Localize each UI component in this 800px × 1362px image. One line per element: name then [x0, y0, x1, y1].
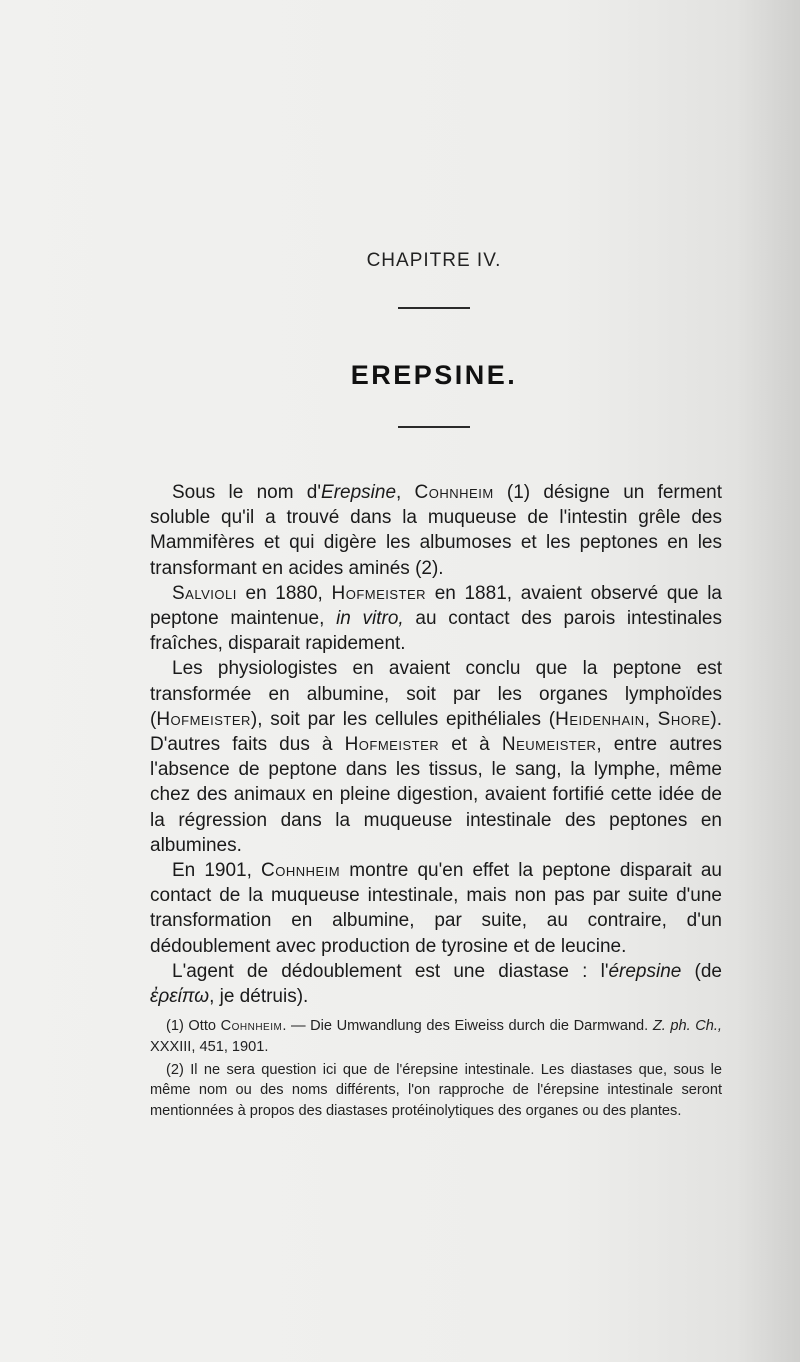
bottom-divider [398, 426, 470, 428]
latin-phrase: in vitro, [336, 608, 404, 630]
author-name: Shore [657, 708, 711, 730]
greek-word: ἐρείπω [150, 986, 210, 1008]
top-divider [398, 307, 470, 309]
body-text [150, 480, 722, 1009]
paragraph-5: L'agent de dédoublement est une diastase : l'érepsine (de ἐρείπω, je détruis). [150, 960, 722, 1008]
author-name: Salvioli [172, 582, 237, 604]
author-name: Cohnheim [220, 1018, 283, 1034]
term-erepsine: érepsine [608, 960, 682, 982]
paragraph-4: En 1901, Cohnheim montre qu'en effet la peptone disparait au contact de la muqueuse intestinale, mais non pas par suite d'une transformation en albumine, par suite, au contraire, d'un dédoublement avec production de tyrosine et de leucine. [150, 860, 722, 957]
footnotes [150, 1016, 722, 1122]
chapter-heading: CHAPITRE IV. [366, 250, 502, 271]
paragraph-2: Salvioli en 1880, Hofmeister en 1881, avaient observé que la peptone maintenue, in vitro, au contact des parois intestinales fraîches, disparait rapidement. [150, 582, 722, 655]
author-name: Hofmeister [331, 582, 427, 604]
author-name: Heidenhain [555, 708, 645, 730]
author-name: Hofmeister [344, 734, 440, 756]
footnote-2: (2) Il ne sera question ici que de l'érepsine intestinale. Les diastases que, sous le même nom ou des noms différents, l'on rapproche de l'érepsine intestinale seront mentionnées à propos des diastases protéinolytiques des organes ou des plantes. [150, 1061, 722, 1120]
paragraph-1: Sous le nom d'Erepsine, Cohnheim (1) désigne un ferment soluble qu'il a trouvé dans la muqueuse de l'intestin grêle des Mammifères et qui digère les albumoses et les peptones en les transformant en acides aminés (2). [150, 482, 722, 579]
author-name: Neumeister [501, 734, 597, 756]
author-name: Cohnheim [261, 860, 341, 882]
journal-name: Z. ph. Ch., [652, 1018, 722, 1034]
author-name: Hofmeister [156, 708, 251, 730]
author-name: Cohnheim [414, 482, 494, 503]
paragraph-3: Les physiologistes en avaient conclu que la peptone est transformée en albumine, soit par les organes lymphoïdes (Hofmeister), soit par les cellules epithéliales (Heidenhain, Shore). D'autres faits dus à Hofmeister et à Neumeister, entre autres l'absence de peptone dans les tissus, le sang, la lymphe, même chez des animaux en pleine digestion, avaient fortifié cette idée de la régression dans la muqueuse intestinale des peptones en albumines. [150, 658, 723, 856]
term-erepsine: Erepsine [321, 482, 397, 503]
footnote-1: (1) Otto Cohnheim. — Die Umwandlung des Eiweiss durch die Darmwand. Z. ph. Ch., XXXIII, 451, 1901. [150, 1018, 722, 1055]
chapter-title: EREPSINE. [350, 360, 518, 390]
